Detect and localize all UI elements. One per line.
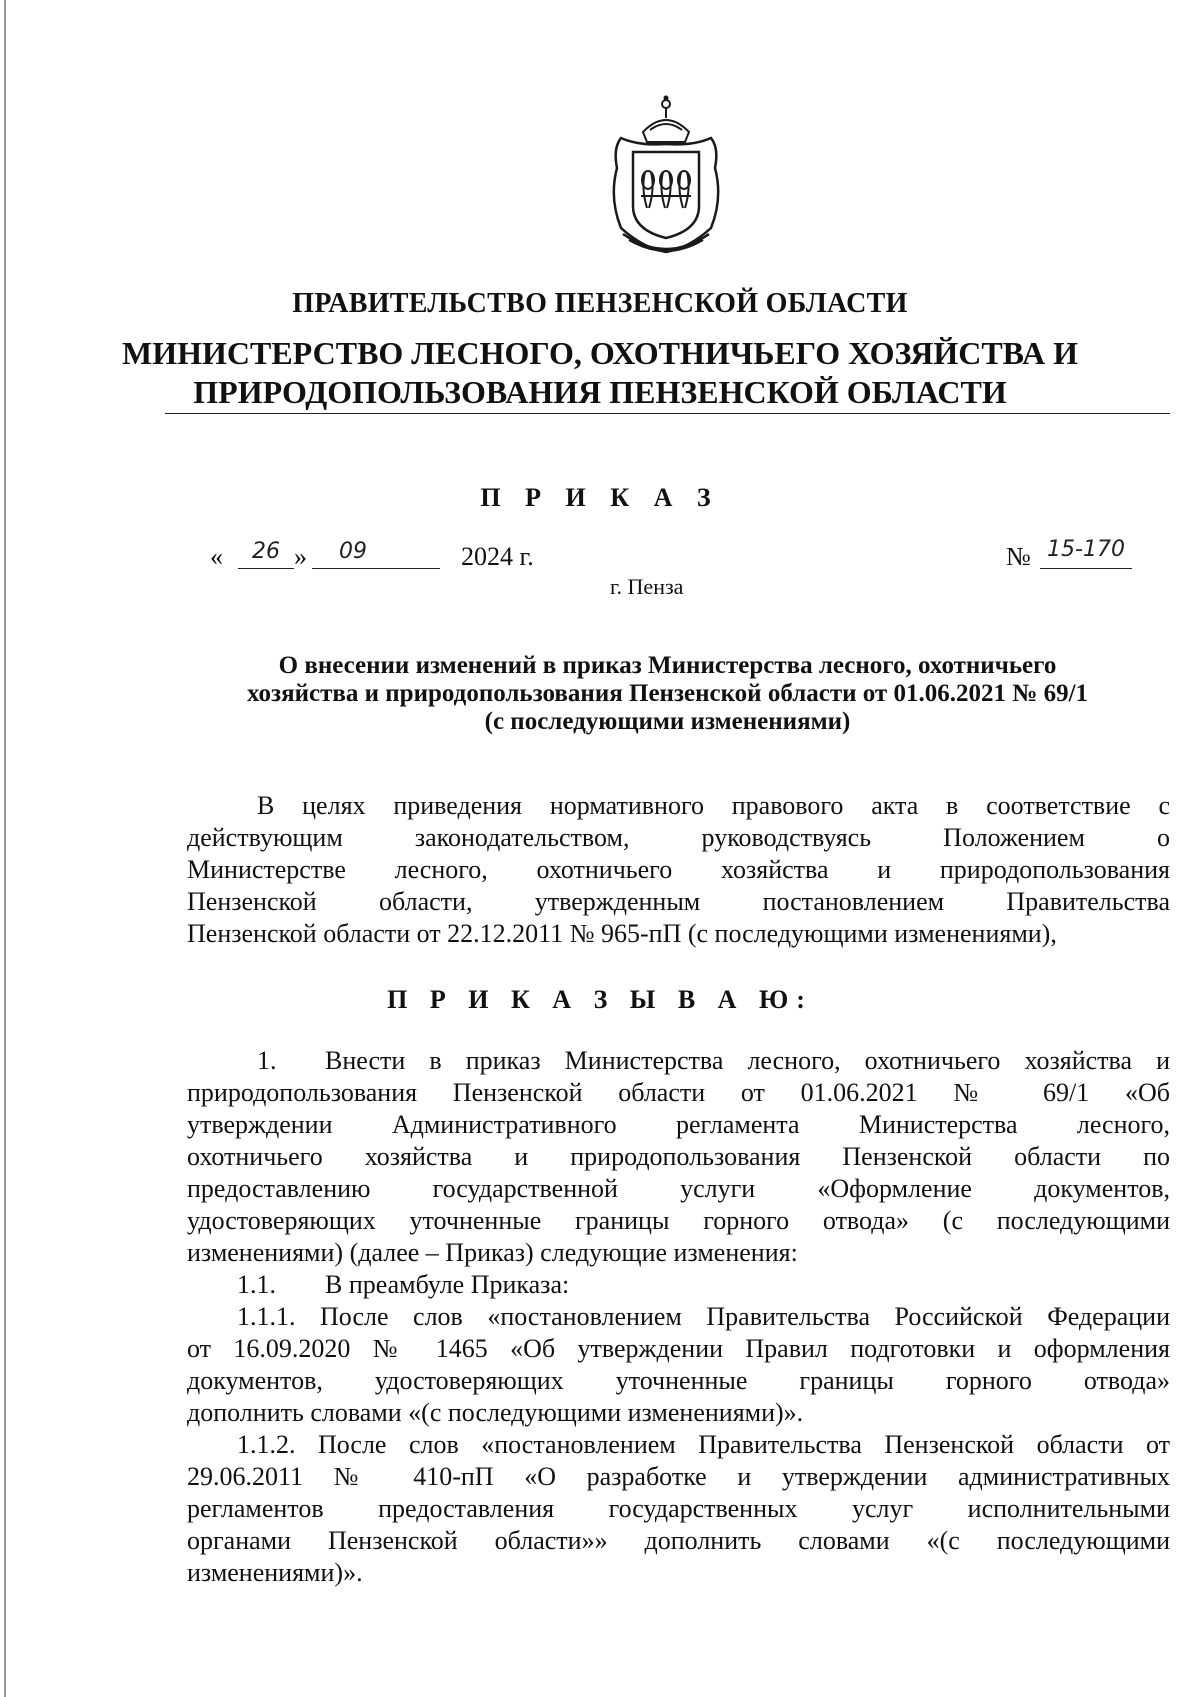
decree-heading: П Р И К А З Ы В А Ю: <box>387 985 813 1014</box>
preamble-line: действующим законодательством, руководствуясь Положением о <box>187 823 1170 852</box>
item-line: документов, удостоверяющих уточненные границы горного отвода» <box>187 1366 1170 1395</box>
date-month-underline <box>312 568 440 569</box>
subject-line: О внесении изменений в приказ Министерства лесного, охотничьего <box>278 652 1057 679</box>
item-line: предоставлению государственной услуги «Оформление документов, <box>187 1174 1170 1203</box>
order-number-underline <box>1040 568 1132 569</box>
government-title: ПРАВИТЕЛЬСТВО ПЕНЗЕНСКОЙ ОБЛАСТИ <box>292 288 908 319</box>
item-line: Внести в приказ Министерства лесного, охотничьего хозяйства и <box>325 1046 1170 1075</box>
order-number-handwritten: 15-170 <box>1047 537 1125 562</box>
ministry-title-line2: ПРИРОДОПОЛЬЗОВАНИЯ ПЕНЗЕНСКОЙ ОБЛАСТИ <box>193 374 1007 410</box>
scan-edge-line <box>4 0 6 1697</box>
item-line: 1.1.2. После слов «постановлением Правительства Пензенской области от <box>237 1430 1170 1459</box>
date-close-quote: » <box>294 542 307 571</box>
preamble-line: Пензенской области от 22.12.2011 № 965-пП (с последующими изменениями), <box>187 919 1057 948</box>
date-month-handwritten: 09 <box>339 539 367 564</box>
item-line: удостоверяющих уточненные границы горного отвода» (с последующими <box>187 1206 1170 1235</box>
order-number-sign: № <box>1006 542 1031 571</box>
item-line: 29.06.2011 № 410-пП «О разработке и утверждении административных <box>187 1462 1170 1491</box>
item-line: дополнить словами «(с последующими изменениями)». <box>187 1398 804 1427</box>
item-number: 1.1. <box>237 1270 276 1299</box>
date-open-quote: « <box>210 542 223 571</box>
city-label: г. Пенза <box>610 574 684 599</box>
item-line: от 16.09.2020 № 1465 «Об утверждении Правил подготовки и оформления <box>187 1334 1170 1363</box>
preamble-line: Министерстве лесного, охотничьего хозяйства и природопользования <box>187 855 1170 884</box>
item-line: изменениями)». <box>187 1558 363 1587</box>
item-line: органами Пензенской области»» дополнить словами «(с последующими <box>187 1526 1170 1555</box>
header-divider <box>165 413 1170 414</box>
order-title: П Р И К А З <box>480 483 720 512</box>
date-day-underline <box>238 568 294 569</box>
preamble-line: Пензенской области, утвержденным постановлением Правительства <box>187 887 1170 916</box>
subject-line: хозяйства и природопользования Пензенской области от 01.06.2021 № 69/1 <box>246 680 1089 707</box>
item-line: 1.1.1. После слов «постановлением Правительства Российской Федерации <box>237 1302 1170 1331</box>
item-line: природопользования Пензенской области от 01.06.2021 № 69/1 «Об <box>187 1078 1170 1107</box>
item-line: утверждении Административного регламента Министерства лесного, <box>187 1110 1170 1139</box>
item-line: В преамбуле Приказа: <box>325 1270 570 1299</box>
item-number: 1. <box>257 1046 277 1075</box>
date-year: 2024 г. <box>461 542 534 571</box>
preamble-line: В целях приведения нормативного правового акта в соответствие с <box>257 791 1170 820</box>
item-line: регламентов предоставления государственных услуг исполнительными <box>187 1494 1170 1523</box>
date-day-handwritten: 26 <box>252 539 280 564</box>
coat-of-arms-icon <box>603 88 729 258</box>
item-line: охотничьего хозяйства и природопользования Пензенской области по <box>187 1142 1170 1171</box>
item-line: изменениями) (далее – Приказ) следующие изменения: <box>187 1238 798 1267</box>
subject-line: (с последующими изменениями) <box>484 708 851 735</box>
ministry-title-line1: МИНИСТЕРСТВО ЛЕСНОГО, ОХОТНИЧЬЕГО ХОЗЯЙСТВА И <box>122 335 1078 371</box>
